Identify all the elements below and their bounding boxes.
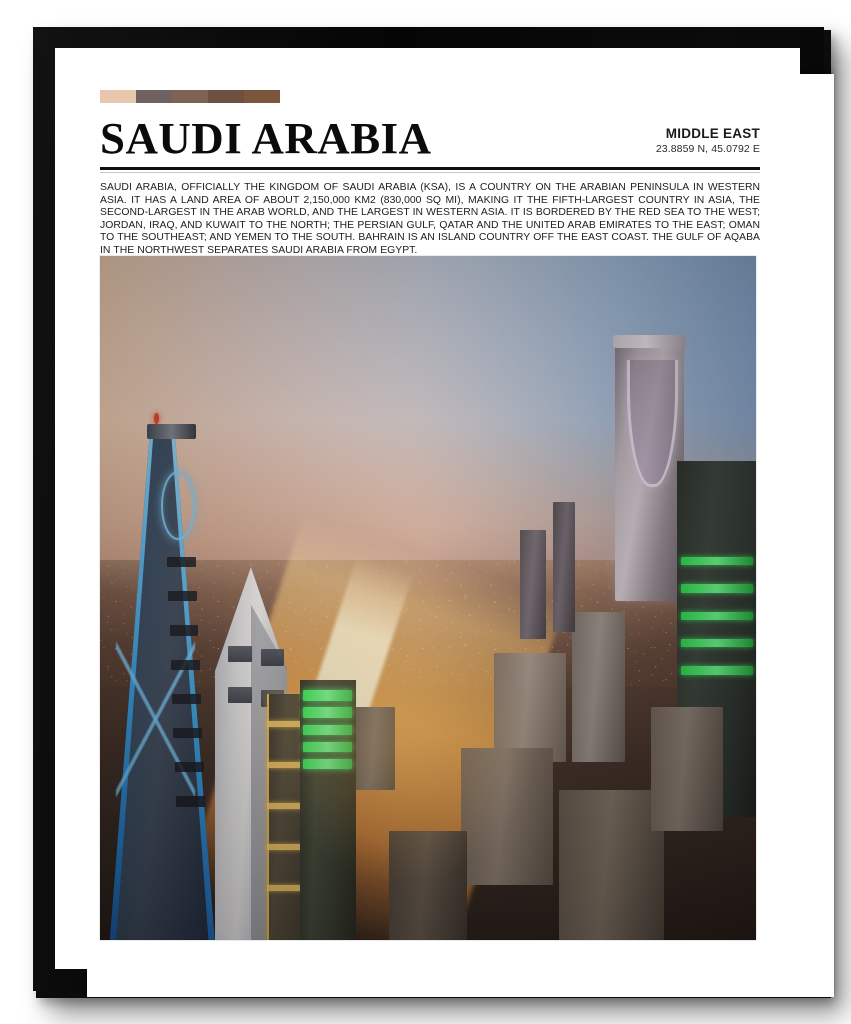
swatch-1 xyxy=(100,90,136,103)
swatch-3 xyxy=(172,90,208,103)
blue-tower-mast xyxy=(147,424,196,439)
riyadh-skyline-photo xyxy=(100,256,756,940)
blue-tower-slot xyxy=(171,660,200,670)
city-block xyxy=(461,748,553,885)
blue-tower-slot xyxy=(173,728,202,738)
blue-tower-slot xyxy=(172,694,201,704)
blue-tower-slot xyxy=(175,762,204,772)
amber-tower-tick xyxy=(267,885,303,891)
green-neon-band-right xyxy=(681,639,753,647)
city-block xyxy=(572,612,624,762)
amber-tower-tick xyxy=(267,762,303,768)
green-neon-band xyxy=(303,725,352,735)
title-row xyxy=(100,114,760,163)
blue-tower-slot xyxy=(168,591,197,601)
kingdom-centre-tower xyxy=(615,342,684,602)
city-block xyxy=(553,502,575,632)
swatch-4 xyxy=(208,90,244,103)
green-neon-band-right xyxy=(681,666,753,674)
city-block xyxy=(389,831,468,940)
poster-header xyxy=(100,90,760,268)
description-text: SAUDI ARABIA, OFFICIALLY THE KINGDOM OF SAUDI ARABIA (KSA), IS A COUNTRY ON THE ARABIAN PENINSULA IN WESTERN ASIA. IT HAS A LAND AREA OF ABOUT 2,150,000 KM2 (830,000 SQ MI), MAKING IT THE FIFTH-LARGEST COUNTRY IN ASIA, THE SECOND-LARGEST IN THE ARAB WORLD, AND THE LARGEST IN WESTERN ASIA. IT IS BORDERED BY THE RED SEA TO THE WEST; JORDAN, IRAQ, AND KUWAIT TO THE NORTH; THE PERSIAN GULF, QATAR AND THE UNITED ARAB EMIRATES TO THE EAST; OMAN TO THE SOUTHEAST; AND YEMEN TO THE SOUTH. BAHRAIN IS AN ISLAND COUNTRY OFF THE EAST COAST. THE GULF OF AQABA IN THE NORTHWEST SEPARATES SAUDI ARABIA FROM EGYPT. xyxy=(100,182,760,257)
green-neon-band-right xyxy=(681,584,753,592)
kingdom-centre-arch xyxy=(627,360,678,488)
green-neon-band xyxy=(303,759,352,769)
page-title: SAUDI ARABIA xyxy=(100,114,432,163)
green-neon-band-right xyxy=(681,557,753,565)
city-block xyxy=(651,707,723,830)
region-label: MIDDLE EAST xyxy=(665,125,760,141)
coordinates-label: 23.8859 N, 45.0792 E xyxy=(655,143,760,156)
green-neon-band xyxy=(303,690,352,700)
blue-tower-slot xyxy=(176,796,205,806)
blue-tower-slot xyxy=(170,625,199,635)
city-block xyxy=(559,790,664,940)
divider-rule-thick xyxy=(100,167,760,170)
divider-rule-hairline xyxy=(100,172,760,173)
city-block xyxy=(356,707,395,789)
amber-tower-tick xyxy=(267,803,303,809)
blue-tower-cross-bracing xyxy=(116,612,195,817)
amber-outlined-tower xyxy=(267,694,303,940)
poster-sheet xyxy=(55,48,800,969)
swatch-2 xyxy=(136,90,172,103)
spire-window xyxy=(261,649,285,665)
green-neon-band xyxy=(303,707,352,717)
swatch-5 xyxy=(244,90,280,103)
green-neon-tower xyxy=(300,680,356,940)
location-meta xyxy=(656,126,760,161)
blue-tower-slot xyxy=(167,557,196,567)
city-block xyxy=(520,530,546,639)
photo-frame xyxy=(100,256,756,940)
kingdom-centre-crown xyxy=(613,335,686,348)
spire-window xyxy=(228,646,252,662)
color-swatch-strip xyxy=(100,90,280,103)
amber-tower-tick xyxy=(267,844,303,850)
spire-window xyxy=(228,687,252,703)
green-neon-band-right xyxy=(681,612,753,620)
amber-tower-tick xyxy=(267,721,303,727)
city-block xyxy=(494,653,566,762)
green-neon-band xyxy=(303,742,352,752)
